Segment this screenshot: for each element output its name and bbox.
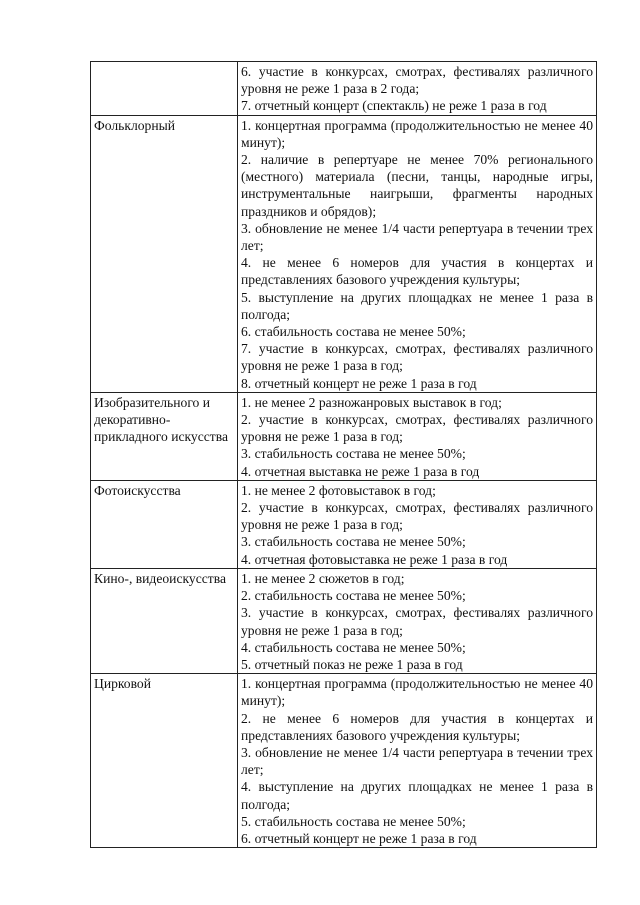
list-item: 7. отчетный концерт (спектакль) не реже 1 раза в год bbox=[241, 98, 547, 114]
table-row bbox=[91, 62, 597, 116]
list-item: 3. обновление не менее 1/4 части репертуара в течении трех лет; bbox=[241, 220, 593, 254]
list-item: 1. не менее 2 фотовыставок в год; bbox=[241, 482, 436, 498]
category-cell: Кино-, видеоискусства bbox=[91, 568, 238, 673]
list-item: 3. обновление не менее 1/4 части репертуара в течении трех лет; bbox=[241, 744, 593, 778]
list-item: 1. концертная программа (продолжительностью не менее 40 минут); bbox=[241, 117, 593, 150]
list-item: 6. отчетный концерт не реже 1 раза в год bbox=[241, 830, 477, 846]
list-item: 2. участие в конкурсах, смотрах, фестивалях различного уровня не реже 1 раза в год; bbox=[241, 500, 593, 533]
list-item: 1. не менее 2 разножанровых выставок в год; bbox=[241, 394, 502, 410]
list-item: 5. стабильность состава не менее 50%; bbox=[241, 813, 466, 829]
category-cell: Цирковой bbox=[91, 674, 238, 848]
requirements-cell bbox=[238, 674, 597, 848]
list-item: 2. стабильность состава не менее 50%; bbox=[241, 588, 466, 604]
list-item: 7. участие в конкурсах, смотрах, фестивалях различного уровня не реже 1 раза в год; bbox=[241, 341, 593, 374]
list-item: 4. выступление на других площадках не менее 1 раза в полгода; bbox=[241, 779, 593, 812]
table-row bbox=[91, 568, 597, 673]
requirements-cell bbox=[238, 568, 597, 673]
list-item: 8. отчетный концерт не реже 1 раза в год bbox=[241, 375, 477, 391]
table-row bbox=[91, 480, 597, 568]
requirements-cell bbox=[238, 480, 597, 568]
list-item: 4. отчетная фотовыставка не реже 1 раза в год bbox=[241, 551, 508, 567]
list-item: 3. стабильность состава не менее 50%; bbox=[241, 534, 466, 550]
list-item: 4. не менее 6 номеров для участия в концертах и представлениях базового учреждения культуры; bbox=[241, 255, 593, 288]
category-cell: Фотоискусства bbox=[91, 480, 238, 568]
list-item: 5. отчетный показ не реже 1 раза в год bbox=[241, 656, 463, 672]
category-cell: Фольклорный bbox=[91, 115, 238, 392]
list-item: 4. стабильность состава не менее 50%; bbox=[241, 639, 466, 655]
list-item: 2. наличие в репертуаре не менее 70% регионального (местного) материала (песни, танцы, народные игры, инструментальные наигрыши, фрагменты народных праздников и обрядов); bbox=[241, 152, 593, 219]
list-item: 1. не менее 2 сюжетов в год; bbox=[241, 570, 405, 586]
table-row bbox=[91, 115, 597, 392]
list-item: 3. стабильность состава не менее 50%; bbox=[241, 446, 466, 462]
requirements-cell bbox=[238, 62, 597, 116]
list-item: 5. выступление на других площадках не менее 1 раза в полгода; bbox=[241, 289, 593, 322]
category-cell: Изобразительного и декоративно-прикладного искусства bbox=[91, 392, 238, 480]
list-item: 6. участие в конкурсах, смотрах, фестивалях различного уровня не реже 1 раза в 2 года; bbox=[241, 64, 593, 97]
category-cell bbox=[91, 62, 238, 116]
list-item: 2. участие в конкурсах, смотрах, фестивалях различного уровня не реже 1 раза в год; bbox=[241, 412, 593, 445]
list-item: 3. участие в конкурсах, смотрах, фестивалях различного уровня не реже 1 раза в год; bbox=[241, 605, 593, 638]
table-row bbox=[91, 674, 597, 848]
requirements-cell bbox=[238, 392, 597, 480]
table-row bbox=[91, 392, 597, 480]
list-item: 4. отчетная выставка не реже 1 раза в год bbox=[241, 463, 480, 479]
list-item: 2. не менее 6 номеров для участия в концертах и представлениях базового учреждения культуры; bbox=[241, 710, 593, 743]
requirements-cell bbox=[238, 115, 597, 392]
requirements-table bbox=[90, 61, 597, 848]
list-item: 1. концертная программа (продолжительностью не менее 40 минут); bbox=[241, 676, 593, 709]
list-item: 6. стабильность состава не менее 50%; bbox=[241, 324, 466, 340]
